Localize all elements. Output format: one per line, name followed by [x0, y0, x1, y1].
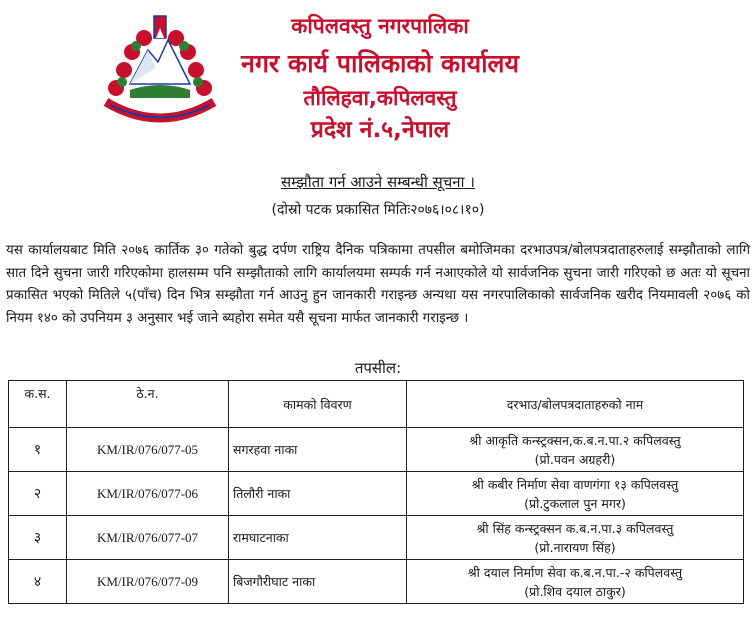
contract-table: [8, 380, 744, 604]
bidder-name: श्री आकृति कन्स्ट्रक्सन,क.ब.न.पा.२ कपिलवस्तु: [469, 432, 681, 448]
province-name: प्रदेश नं.५,नेपाल: [310, 117, 450, 143]
notice-body: यस कार्यालयबाट मिति २०७६ कार्तिक ३० गतेको बुद्ध दर्पण राष्ट्रिय दैनिक पत्रिकामा तपसील बमोजिमका दरभाउपत्र/बोलपत्रदाताहरुलाई सम्झौताको लागि सात दिने सुचना जारी गरिएकोमा हालसम्म पनि सम्झौताको लागि कार्यालयमा सम्पर्क गर्न नआएकोले यो सार्वजनिक सुचना जारी गरिएको छ अतः यो सूचना प्रकासित भएको मितिले ५(पाँच) दिन भित्र सम्झौता गर्न आउनु हुन जानकारी गराइन्छ अन्यथा यस नगरपालिकाको सार्वजनिक खरीद नियमावली २०७६ को नियम १४० को उपनियम ३ अनुसार भई जाने ब्यहोरा समेत यसै सूचना मार्फत जानकारी गराइन्छ ।: [6, 243, 750, 326]
row-sn: २: [9, 472, 67, 516]
col-header-ref: ठे.न.: [67, 381, 229, 428]
bidder-proprietor: (प्रो.शिव दयाल ठाकुर): [524, 583, 626, 599]
col-header-sn: क.स.: [9, 381, 67, 428]
table-row: [9, 516, 744, 560]
office-location: तौलिहवा,कपिलवस्तु: [303, 86, 457, 110]
row-work: रामघाटनाका: [229, 516, 407, 560]
row-work: बिजगौरीघाट नाका: [229, 560, 407, 604]
row-sn: ४: [9, 560, 67, 604]
nepal-emblem-icon: [96, 10, 224, 128]
row-ref: KM/IR/076/077-05: [67, 428, 229, 472]
table-row: [9, 472, 744, 516]
tapsil-heading: तपसील:: [354, 359, 402, 377]
row-sn: ३: [9, 516, 67, 560]
row-bidder: [407, 560, 744, 604]
table-row: [9, 560, 744, 604]
row-work: सगरहवा नाका: [229, 428, 407, 472]
row-bidder: [407, 428, 744, 472]
row-sn: १: [9, 428, 67, 472]
bidder-proprietor: (प्रो.नारायण सिंह): [534, 539, 616, 555]
notice-subtitle: (दोस्रो पटक प्रकासित मितिः२०७६।०८।१०): [271, 202, 485, 218]
municipality-name: कपिलवस्तु नगरपालिका: [291, 14, 469, 38]
row-ref: KM/IR/076/077-06: [67, 472, 229, 516]
bidder-name: श्री दयाल निर्माण सेवा क.ब.न.पा.-२ कपिलवस्तु: [467, 564, 683, 580]
row-ref: KM/IR/076/077-09: [67, 560, 229, 604]
col-header-bidder: दरभाउ/बोलपत्रदाताहरुको नाम: [407, 381, 744, 428]
office-name: नगर कार्य पालिकाको कार्यालय: [240, 49, 519, 78]
row-work: तिलौरी नाका: [229, 472, 407, 516]
row-bidder: [407, 472, 744, 516]
row-ref: KM/IR/076/077-07: [67, 516, 229, 560]
bidder-proprietor: (प्रो.टुकलाल पुन मगर): [524, 495, 626, 511]
bidder-name: श्री सिंह कन्स्ट्रक्सन क.ब.न.पा.३ कपिलवस्तु: [476, 520, 674, 536]
bidder-name: श्री कबीर निर्माण सेवा वाणगंगा १३ कपिलवस्तु: [471, 476, 679, 492]
notice-title: सम्झौता गर्न आउने सम्बन्धी सूचना ।: [281, 173, 475, 191]
table-row: [9, 428, 744, 472]
row-bidder: [407, 516, 744, 560]
bidder-proprietor: (प्रो.पवन अग्रहरी): [534, 451, 616, 467]
col-header-work: कामको विवरण: [229, 381, 407, 428]
notice-title-wrap: [0, 172, 756, 192]
table-header-row: [9, 381, 744, 428]
